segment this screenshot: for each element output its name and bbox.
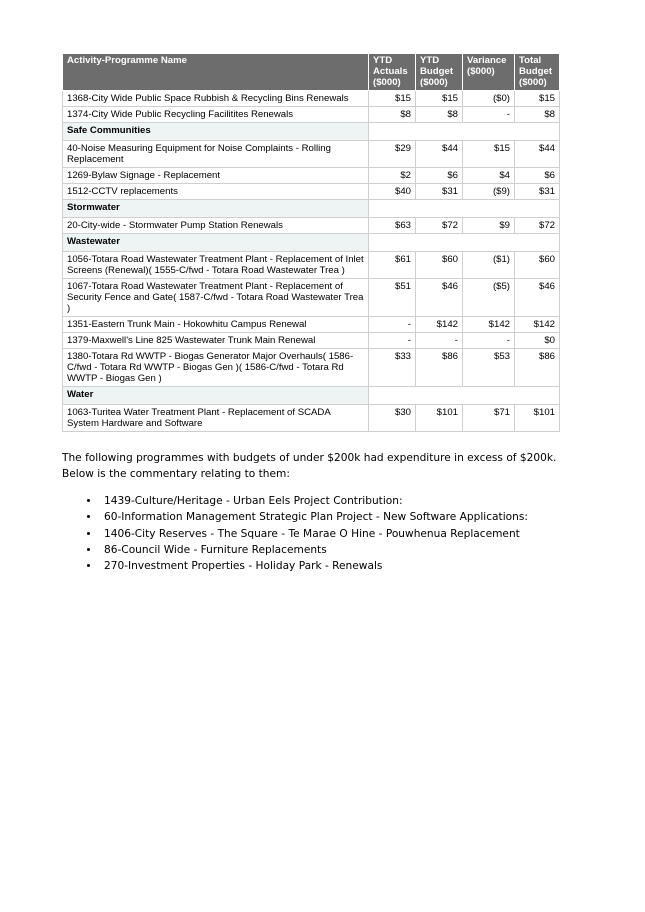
commentary-intro: The following programmes with budgets of under $200k had expenditure in excess of $200k. Below is the commentary relating to them:	[62, 452, 557, 480]
section-title: Water	[63, 387, 369, 405]
row-budget: $44	[416, 141, 463, 168]
section-header-water	[63, 387, 560, 405]
row-actuals: $2	[369, 168, 416, 184]
capital-programme-table	[62, 53, 560, 432]
row-variance: $53	[463, 349, 515, 387]
row-name: 1379-Maxwell's Line 825 Wastewater Trunk Main Renewal	[63, 333, 369, 349]
section-title: Wastewater	[63, 234, 369, 252]
row-variance: $9	[463, 218, 515, 234]
row-budget: $86	[416, 349, 463, 387]
section-header-safe-communities	[63, 123, 560, 141]
row-variance: -	[463, 333, 515, 349]
table-row	[63, 405, 560, 432]
row-name: 1351-Eastern Trunk Main - Hokowhitu Campus Renewal	[63, 317, 369, 333]
list-item: • 1439-Culture/Heritage - Urban Eels Project Contribution:	[100, 493, 582, 509]
list-item: • 60-Information Management Strategic Plan Project - New Software Applications:	[100, 509, 582, 525]
table-row	[63, 107, 560, 123]
row-total: $46	[515, 279, 560, 317]
row-name: 1269-Bylaw Signage - Replacement	[63, 168, 369, 184]
table-row	[63, 168, 560, 184]
row-actuals: $29	[369, 141, 416, 168]
row-total: $8	[515, 107, 560, 123]
table-row	[63, 333, 560, 349]
row-actuals: $40	[369, 184, 416, 200]
section-blank	[369, 387, 560, 405]
row-budget: -	[416, 333, 463, 349]
row-total: $44	[515, 141, 560, 168]
row-name: 1374-City Wide Public Recycling Facilitites Renewals	[63, 107, 369, 123]
row-name: 1056-Totara Road Wastewater Treatment Plant - Replacement of Inlet Screens (Renewal)( 1555-C/fwd - Totara Road Wastewater Trea )	[63, 252, 369, 279]
row-variance: $15	[463, 141, 515, 168]
header-activity-name: Activity-Programme Name	[63, 54, 369, 91]
section-blank	[369, 123, 560, 141]
row-actuals: $33	[369, 349, 416, 387]
table-row	[63, 349, 560, 387]
row-actuals: $30	[369, 405, 416, 432]
list-item: • 270-Investment Properties - Holiday Park - Renewals	[100, 558, 582, 574]
row-actuals: $63	[369, 218, 416, 234]
commentary-list	[62, 493, 582, 574]
row-actuals: -	[369, 333, 416, 349]
table-header-row	[63, 54, 560, 91]
row-variance: ($5)	[463, 279, 515, 317]
row-actuals: $8	[369, 107, 416, 123]
row-total: $0	[515, 333, 560, 349]
row-total: $31	[515, 184, 560, 200]
row-budget: $101	[416, 405, 463, 432]
row-budget: $60	[416, 252, 463, 279]
row-name: 1380-Totara Rd WWTP - Biogas Generator Major Overhauls( 1586-C/fwd - Totara Rd WWTP - Biogas Gen )( 1586-C/fwd - Totara Rd WWTP - Biogas Gen )	[63, 349, 369, 387]
list-item: • 86-Council Wide - Furniture Replacements	[100, 542, 582, 558]
row-variance: ($0)	[463, 91, 515, 107]
row-budget: $31	[416, 184, 463, 200]
row-total: $60	[515, 252, 560, 279]
row-budget: $6	[416, 168, 463, 184]
row-budget: $142	[416, 317, 463, 333]
row-total: $15	[515, 91, 560, 107]
row-variance: ($9)	[463, 184, 515, 200]
header-variance: Variance ($000)	[463, 54, 515, 91]
table-row	[63, 317, 560, 333]
row-budget: $8	[416, 107, 463, 123]
page-content	[62, 53, 582, 574]
row-variance: ($1)	[463, 252, 515, 279]
section-blank	[369, 234, 560, 252]
row-budget: $72	[416, 218, 463, 234]
table-row	[63, 218, 560, 234]
row-name: 1368-City Wide Public Space Rubbish & Recycling Bins Renewals	[63, 91, 369, 107]
row-variance: $71	[463, 405, 515, 432]
table-row	[63, 184, 560, 200]
table-row	[63, 252, 560, 279]
header-ytd-budget: YTD Budget ($000)	[416, 54, 463, 91]
row-actuals: $61	[369, 252, 416, 279]
row-total: $72	[515, 218, 560, 234]
row-total: $142	[515, 317, 560, 333]
table-row	[63, 91, 560, 107]
table-row	[63, 279, 560, 317]
row-name: 1512-CCTV replacements	[63, 184, 369, 200]
row-actuals: $51	[369, 279, 416, 317]
table-row	[63, 141, 560, 168]
row-variance: $4	[463, 168, 515, 184]
header-total-budget: Total Budget ($000)	[515, 54, 560, 91]
section-title: Stormwater	[63, 200, 369, 218]
row-variance: -	[463, 107, 515, 123]
list-item: • 1406-City Reserves - The Square - Te Marae O Hine - Pouwhenua Replacement	[100, 526, 582, 542]
row-actuals: $15	[369, 91, 416, 107]
section-header-stormwater	[63, 200, 560, 218]
row-name: 20-City-wide - Stormwater Pump Station Renewals	[63, 218, 369, 234]
section-header-wastewater	[63, 234, 560, 252]
row-budget: $15	[416, 91, 463, 107]
row-name: 40-Noise Measuring Equipment for Noise Complaints - Rolling Replacement	[63, 141, 369, 168]
row-name: 1063-Turitea Water Treatment Plant - Replacement of SCADA System Hardware and Software	[63, 405, 369, 432]
row-variance: $142	[463, 317, 515, 333]
section-blank	[369, 200, 560, 218]
row-total: $86	[515, 349, 560, 387]
row-budget: $46	[416, 279, 463, 317]
row-actuals: -	[369, 317, 416, 333]
row-name: 1067-Totara Road Wastewater Treatment Plant - Replacement of Security Fence and Gate( 1587-C/fwd - Totara Road Wastewater Trea )	[63, 279, 369, 317]
row-total: $6	[515, 168, 560, 184]
section-title: Safe Communities	[63, 123, 369, 141]
row-total: $101	[515, 405, 560, 432]
header-ytd-actuals: YTD Actuals ($000)	[369, 54, 416, 91]
